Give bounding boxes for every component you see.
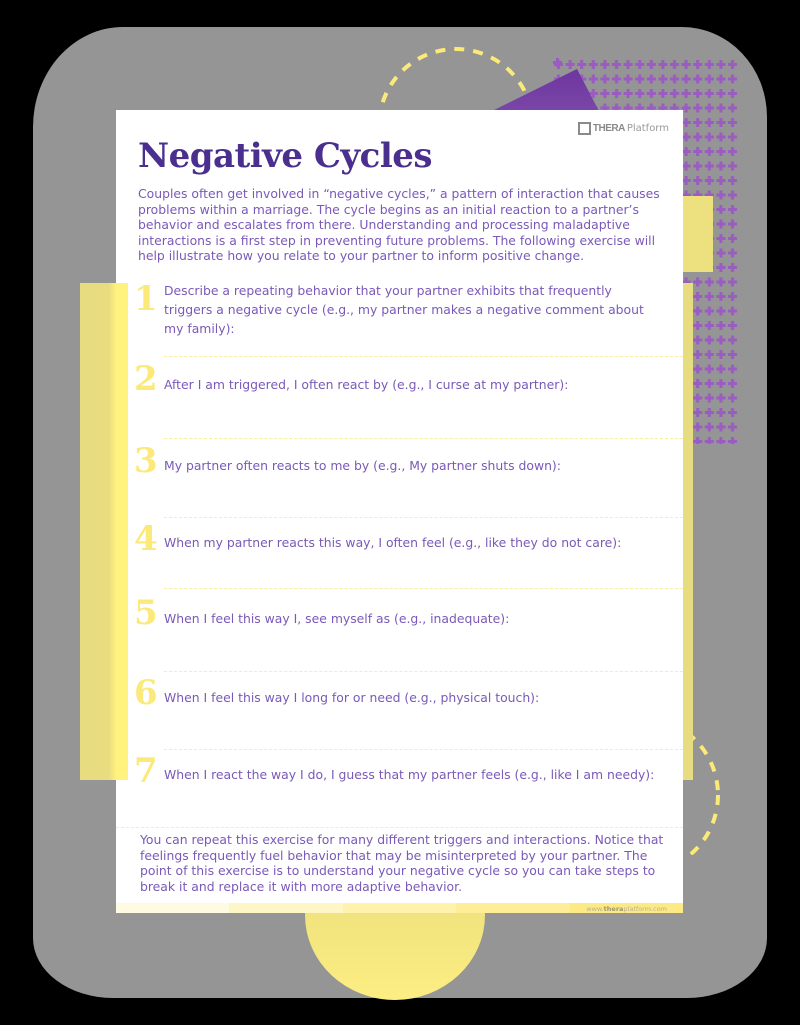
question-text: When I react the way I do, I guess that my partner feels (e.g., like I am needy):: [164, 767, 655, 782]
outro-paragraph: You can repeat this exercise for many different triggers and interactions. Notice that feelings frequently fuel behavior that may be misinterpreted by your partner. The point of this exercise is to understand your negative cycle so you can take steps to break it and replace it with more adaptive behavior.: [140, 832, 664, 894]
question-text: When I feel this way I long for or need (e.g., physical touch):: [164, 690, 540, 705]
theraplatform-logo: THERA Platform: [578, 122, 669, 135]
footer-bar: [116, 903, 683, 913]
answer-line[interactable]: [164, 671, 683, 672]
question-number: 1: [134, 279, 158, 319]
purple-triangle-decoration: [488, 69, 600, 113]
question-text: My partner often reacts to me by (e.g., My partner shuts down):: [164, 458, 561, 473]
logo-icon: [578, 122, 591, 135]
question-number: 2: [134, 359, 158, 399]
question-text: Describe a repeating behavior that your partner exhibits that frequently triggers a negative cycle (e.g., my partner makes a negative comment about my family):: [164, 283, 644, 336]
worksheet-page: [116, 110, 683, 913]
answer-line[interactable]: [164, 749, 683, 750]
answer-line[interactable]: [164, 438, 683, 439]
yellow-band-decoration-left: [80, 283, 128, 780]
question-number: 6: [134, 673, 158, 713]
question-number: 4: [134, 519, 158, 559]
yellow-square-decoration: [683, 196, 713, 272]
answer-line[interactable]: [164, 356, 683, 357]
question-number: 5: [134, 593, 158, 633]
answer-line[interactable]: [164, 517, 683, 518]
page-title: Negative Cycles: [138, 136, 433, 176]
answer-line[interactable]: [116, 827, 683, 828]
intro-paragraph: Couples often get involved in “negative cycles,” a pattern of interaction that causes problems within a marriage. The cycle begins as an initial reaction to a partner’s behavior and escalates from there. Understanding and processing maladaptive interactions is a first step in preventing future problems. The following exercise will help illustrate how you relate to your partner to inform positive change.: [138, 186, 660, 263]
question-text: When my partner reacts this way, I often feel (e.g., like they do not care):: [164, 535, 622, 550]
yellow-band-decoration-right: [683, 283, 693, 780]
answer-line[interactable]: [164, 588, 683, 589]
footer-url: www.theraplatform.com: [586, 905, 667, 913]
question-text: After I am triggered, I often react by (e.g., I curse at my partner):: [164, 377, 569, 392]
question-number: 3: [134, 441, 158, 481]
question-text: When I feel this way I, see myself as (e.g., inadequate):: [164, 611, 510, 626]
question-number: 7: [134, 751, 158, 791]
